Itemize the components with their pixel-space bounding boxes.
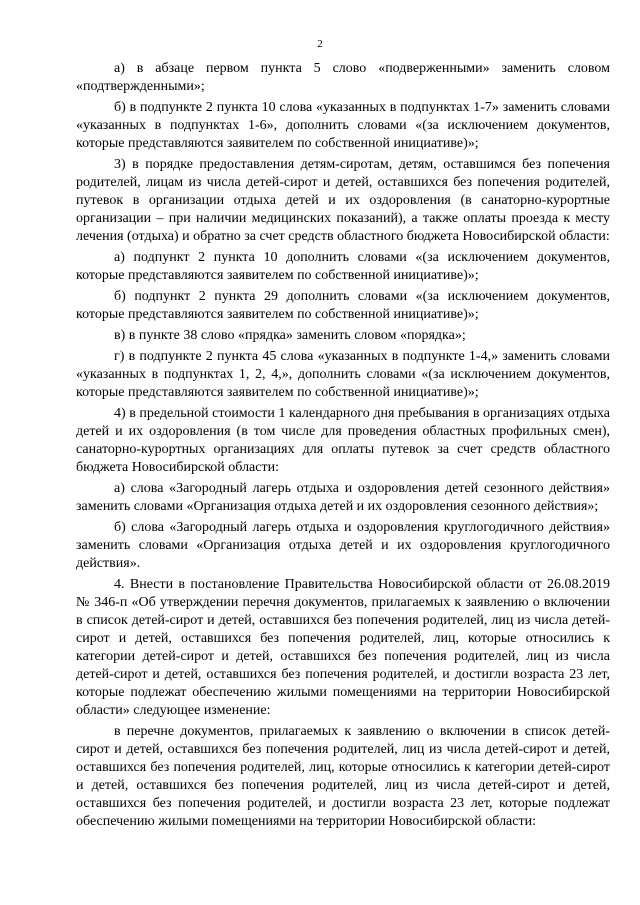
paragraph-section-4-cost: 4) в предельной стоимости 1 календарного дня пребывания в организациях отдыха детей и их оздоровления (в том числе для проведения областных профильных смен), санаторно-курортных организациях для оплаты путевок за счет средств областного бюджета Новосибирской области:	[76, 406, 610, 475]
paragraph-section-3-b: б) подпункт 2 пункта 29 дополнить словами «(за исключением документов, которые представляются заявителем по собственной инициативе)»;	[76, 289, 610, 322]
paragraph-section-3-g: г) в подпункте 2 пункта 45 слова «указанных в подпункте 1-4,» заменить словами «указанных в подпунктах 1, 2, 4,», дополнить словами «(за исключением документов, которые представляются заявителем по собственной инициативе)»;	[76, 349, 610, 400]
paragraph-item-4-resolution: 4. Внести в постановление Правительства Новосибирской области от 26.08.2019 № 346-п «Об утверждении перечня документов, прилагаемых к заявлению о включении в список детей-сирот и детей, оставшихся без попечения родителей, лиц из числа детей-сирот и детей, оставшихся без попечения родителей, лиц, которые относились к категории детей-сирот и детей, оставшихся без попечения родителей, лиц из числа детей-сирот и детей, оставшихся без попечения родителей, и достигли возраста 23 лет, которые подлежат обеспечению жилыми помещениями на территории Новосибирской области» следующее изменение:	[76, 577, 610, 718]
paragraph-amendment-a-clause-5: а) в абзаце первом пункта 5 слово «подверженными» заменить словом «подтвержденными»;	[76, 61, 610, 94]
paragraph-amendment-b-clause-10: б) в подпункте 2 пункта 10 слова «указанных в подпунктах 1-7» заменить словами «указанных в подпунктах 1-6», дополнить словами «(за исключением документов, которые представляются заявителем по собственной инициативе)»;	[76, 100, 610, 151]
paragraph-section-4-b: б) слова «Загородный лагерь отдыха и оздоровления круглогодичного действия» заменить словами «Организация отдыха детей и их оздоровления круглогодичного действия».	[76, 520, 610, 571]
paragraph-section-3-procedure: 3) в порядке предоставления детям-сиротам, детям, оставшимся без попечения родителей, лицам из числа детей-сирот и детей, оставшихся без попечения родителей, путевок в организации отдыха детей и их оздоровления (в санаторно-курортные организации – при наличии медицинских показаний), а также оплаты проезда к месту лечения (отдыха) и обратно за счет средств областного бюджета Новосибирской области:	[76, 157, 610, 244]
page-number: 2	[317, 38, 323, 50]
paragraph-section-3-v: в) в пункте 38 слово «прядка» заменить словом «порядка»;	[114, 328, 466, 343]
paragraph-section-3-a: а) подпункт 2 пункта 10 дополнить словами «(за исключением документов, которые представляются заявителем по собственной инициативе)»;	[76, 250, 610, 283]
paragraph-section-4-a: а) слова «Загородный лагерь отдыха и оздоровления детей сезонного действия» заменить словами «Организация отдыха детей и их оздоровления сезонного действия»;	[76, 481, 610, 514]
document-body	[76, 60, 610, 834]
paragraph-document-list: в перечне документов, прилагаемых к заявлению о включении в список детей-сирот и детей, оставшихся без попечения родителей, лиц из числа детей-сирот и детей, оставшихся без попечения родителей, лиц, которые относились к категории детей-сирот и детей, оставшихся без попечения родителей, лиц из числа детей-сирот и детей, оставшихся без попечения родителей, и достигли возраста 23 лет, которые подлежат обеспечению жилыми помещениями на территории Новосибирской области:	[76, 724, 610, 829]
